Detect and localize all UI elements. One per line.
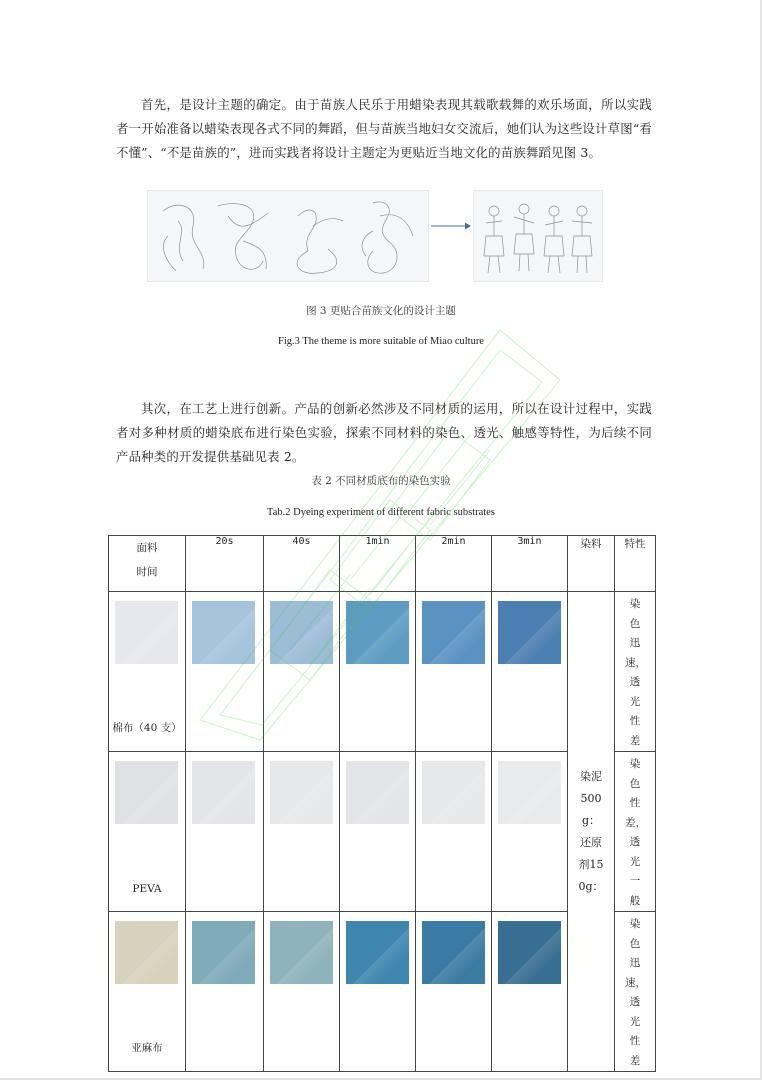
dance-sketch-image	[148, 191, 428, 281]
fabric-swatch	[498, 601, 561, 664]
header-time-2min: 2min	[416, 536, 492, 592]
fabric-swatch	[270, 761, 333, 824]
dance-sketch-draft	[147, 190, 429, 282]
trait-text: 染色迅速，透光性差	[625, 918, 646, 1067]
fabric-swatch	[346, 761, 409, 824]
table-caption-cn: 表 2 不同材质底布的染色实验	[311, 475, 451, 487]
swatch-cell	[340, 752, 416, 912]
header-fabric-time	[109, 536, 186, 592]
miao-dance-sketch	[473, 190, 603, 282]
figure-caption-en: Fig.3 The theme is more suitable of Miao culture	[278, 336, 484, 347]
arrow-right-icon	[431, 220, 471, 232]
swatch-cell	[416, 592, 492, 752]
fabric-swatch	[192, 921, 255, 984]
fabric-swatch	[115, 761, 178, 824]
header-trait: 特性	[615, 536, 656, 592]
trait-cell	[615, 592, 656, 752]
dye-recipe: 染泥500g：还原剂150g：	[578, 769, 604, 893]
swatch-cell	[186, 912, 264, 1072]
swatch-cell	[186, 592, 264, 752]
swatch-cell	[186, 752, 264, 912]
fabric-swatch	[346, 601, 409, 664]
swatch-cell	[416, 752, 492, 912]
fabric-swatch	[115, 601, 178, 664]
table-row	[109, 592, 656, 752]
row-label-peva: PEVA	[132, 883, 162, 895]
header-time-1min: 1min	[340, 536, 416, 592]
figure-3	[147, 190, 607, 282]
trait-cell	[615, 752, 656, 912]
swatch-cell	[340, 592, 416, 752]
row-label-linen: 亚麻布	[131, 1042, 163, 1054]
table-header-row	[109, 536, 656, 592]
swatch-cell	[264, 752, 340, 912]
swatch-cell	[264, 592, 340, 752]
dyeing-experiment-table	[108, 535, 656, 1072]
fabric-swatch	[270, 601, 333, 664]
trait-cell	[615, 912, 656, 1072]
fabric-swatch	[192, 761, 255, 824]
paragraph-process-innovation: 其次，在工艺上进行创新。产品的创新必然涉及不同材质的运用，所以在设计过程中，实践者对多种材质的蜡染底布进行染色实验，探索不同材料的染色、透光、触感等特性，为后续不同产品种类的开发提供基础见表 2。	[116, 401, 652, 464]
swatch-cell	[492, 912, 568, 1072]
fabric-swatch	[422, 921, 485, 984]
miao-dance-image	[474, 191, 602, 281]
trait-text: 染色性差，透光一般	[625, 758, 646, 907]
swatch-cell	[416, 912, 492, 1072]
trait-text: 染色迅速，透光性差	[625, 598, 646, 747]
swatch-cell	[340, 912, 416, 1072]
swatch-cell	[492, 752, 568, 912]
header-time: 时间	[136, 566, 158, 578]
fabric-swatch	[498, 921, 561, 984]
fabric-swatch	[498, 761, 561, 824]
dye-recipe-cell	[568, 592, 615, 1072]
swatch-cell	[264, 912, 340, 1072]
table-caption-en: Tab.2 Dyeing experiment of different fabric substrates	[267, 507, 495, 518]
fabric-swatch	[422, 761, 485, 824]
row-fabric-cell	[109, 912, 186, 1072]
header-dye: 染料	[568, 536, 615, 592]
swatch-cell	[492, 592, 568, 752]
fabric-swatch	[422, 601, 485, 664]
fabric-swatch	[346, 921, 409, 984]
fabric-swatch	[192, 601, 255, 664]
fabric-swatch	[115, 921, 178, 984]
row-fabric-cell	[109, 592, 186, 752]
header-time-40s: 40s	[264, 536, 340, 592]
header-fabric: 面料	[136, 542, 158, 554]
row-fabric-cell	[109, 752, 186, 912]
header-time-20s: 20s	[186, 536, 264, 592]
header-time-3min: 3min	[492, 536, 568, 592]
fabric-swatch	[270, 921, 333, 984]
row-label-cotton: 棉布（40 支）	[112, 722, 182, 734]
paragraph-design-theme: 首先，是设计主题的确定。由于苗族人民乐于用蜡染表现其载歌载舞的欢乐场面，所以实践者一开始准备以蜡染表现各式不同的舞蹈，但与苗族当地妇女交流后，她们认为这些设计草图“看不懂”、“不是苗族的”，进而实践者将设计主题定为更贴近当地文化的苗族舞蹈见图 3。	[116, 97, 652, 160]
figure-caption-cn: 图 3 更贴合苗族文化的设计主题	[306, 305, 456, 317]
